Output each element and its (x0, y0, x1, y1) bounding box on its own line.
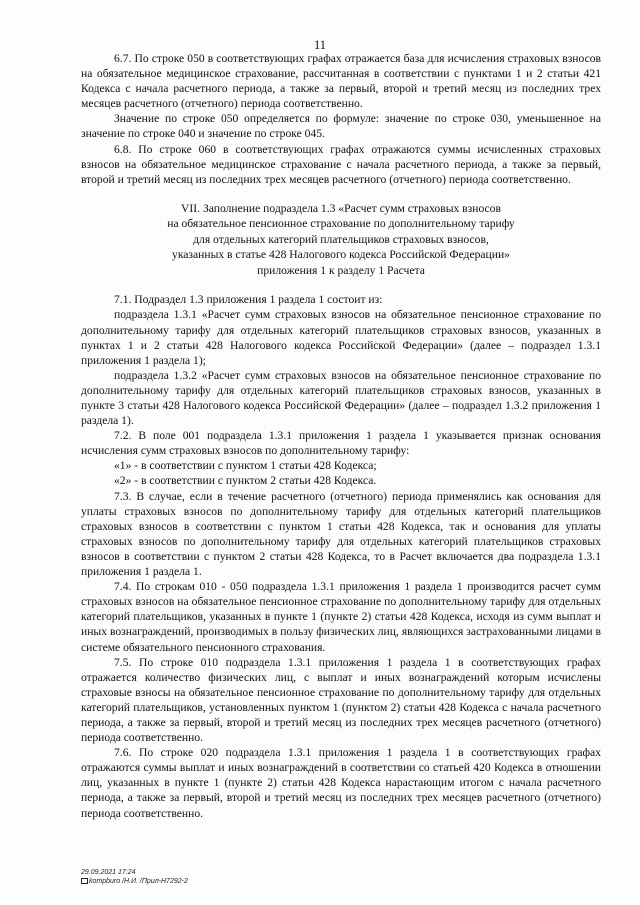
heading-line: приложения 1 к разделу 1 Расчета (257, 263, 425, 277)
paragraph: 7.6. По строке 020 подраздела 1.3.1 приложения 1 раздела 1 в соответствующих графах отражаются суммы выплат и иных вознаграждений в соответствии со статьей 420 Кодекса в отношении лиц, указанных в пункте 1 (пункте 2) статьи 428 Кодекса нарастающим итогом с начала расчетного периода, а также за первый, второй и третий месяц из последних трех месяцев расчетного (отчетного) периода соответственно. (81, 746, 601, 820)
paragraph: 7.1. Подраздел 1.3 приложения 1 раздела 1 состоит из: (114, 293, 383, 307)
paragraph: подраздела 1.3.1 «Расчет сумм страховых взносов на обязательное пенсионное страхование по дополнительному тарифу для отдельных категорий плательщиков страховых взносов, указанных в пунктах 1 и 2 статьи 428 Налогового кодекса Российской Федерации» (далее – подраздел 1.3.1 приложения 1 раздела 1); (81, 308, 601, 367)
page-footer (81, 868, 188, 886)
document-icon (81, 878, 88, 884)
section-heading (81, 201, 601, 279)
paragraph: подраздела 1.3.2 «Расчет сумм страховых взносов на обязательное пенсионное страхование по дополнительному тарифу для отдельных категорий плательщиков страховых взносов, указанных в пункте 3 статьи 428 Налогового кодекса Российской Федерации» (далее – подраздел 1.3.2 приложения 1 раздела 1). (81, 368, 601, 428)
footer-doc-ref: kompburo /Н.И. /Прил-Н7292-2 (89, 878, 188, 885)
paragraph: 6.7. По строке 050 в соответствующих графах отражается база для исчисления страховых взносов на обязательное медицинское страхование, рассчитанная в соответствии с пунктами 1 и 2 статьи 421 Кодекса с начала расчетного периода, а также за первый, второй и третий месяц из последних трех месяцев расчетного (отчетного) периода соответственно. (81, 52, 601, 111)
page-number: 11 (313, 38, 327, 52)
paragraph: 7.2. В поле 001 подраздела 1.3.1 приложения 1 раздела 1 указывается признак основания исчисления сумм страховых взносов по дополнительному тарифу: (81, 429, 601, 458)
document-body (81, 51, 601, 821)
footer-date: 29.09.2021 17:24 (81, 869, 136, 876)
heading-line: указанных в статье 428 Налогового кодекса Российской Федерации» (172, 248, 510, 262)
heading-line: VII. Заполнение подраздела 1.3 «Расчет сумм страховых взносов (181, 201, 501, 215)
heading-line: для отдельных категорий плательщиков страховых взносов, (193, 232, 489, 246)
footer-ref-line (81, 877, 188, 886)
paragraph: Значение по строке 050 определяется по формуле: значение по строке 030, уменьшенное на значение по строке 040 и значение по строке 045. (81, 112, 601, 141)
paragraph: 7.5. По строке 010 подраздела 1.3.1 приложения 1 раздела 1 в соответствующих графах отражается количество физических лиц, с выплат и иных вознаграждений которым исчислены страховые взносы на обязательное пенсионное страхование по дополнительному тарифу для отдельных категорий плательщиков, установленных пунктом 1 (пунктом 2) статьи 428 Кодекса с начала расчетного периода, а также за первый, второй и третий месяц из последних трех месяцев расчетного (отчетного) периода соответственно. (81, 655, 601, 745)
paragraph: 6.8. По строке 060 в соответствующих графах отражаются суммы исчисленных страховых взносов на обязательное медицинское страхование с начала расчетного периода, а также за первый, второй и третий месяц из последних трех месяцев расчетного (отчетного) периода соответственно. (81, 142, 601, 186)
paragraph: «1» - в соответствии с пунктом 1 статьи 428 Кодекса; (114, 459, 377, 473)
paragraph: 7.3. В случае, если в течение расчетного (отчетного) периода применялись как основания для уплаты страховых взносов по дополнительному тарифу для отдельных категорий плательщиков страховых взносов в соответствии с пунктом 1 статьи 428 Кодекса, так и основания для уплаты страховых взносов по дополнительному тарифу для отдельных категорий плательщиков страховых взносов в соответствии с пунктом 2 статьи 428 Кодекса, то в Расчет включается два подраздела 1.3.1 приложения 1 раздела 1. (81, 489, 601, 579)
heading-line: на обязательное пенсионное страхование по дополнительному тарифу (167, 217, 515, 231)
paragraph: 7.4. По строкам 010 - 050 подраздела 1.3.1 приложения 1 раздела 1 производится расчет сумм страховых взносов на обязательное пенсионное страхование по дополнительному тарифу для отдельных категорий плательщиков, указанных в пункте 1 (пункте 2) статьи 428 Кодекса, исходя из сумм выплат и иных вознаграждений, производимых в пользу физических лиц, являющихся застрахованными лицами в системе обязательного пенсионного страхования. (81, 580, 601, 654)
paragraph: «2» - в соответствии с пунктом 2 статьи 428 Кодекса. (114, 474, 377, 488)
